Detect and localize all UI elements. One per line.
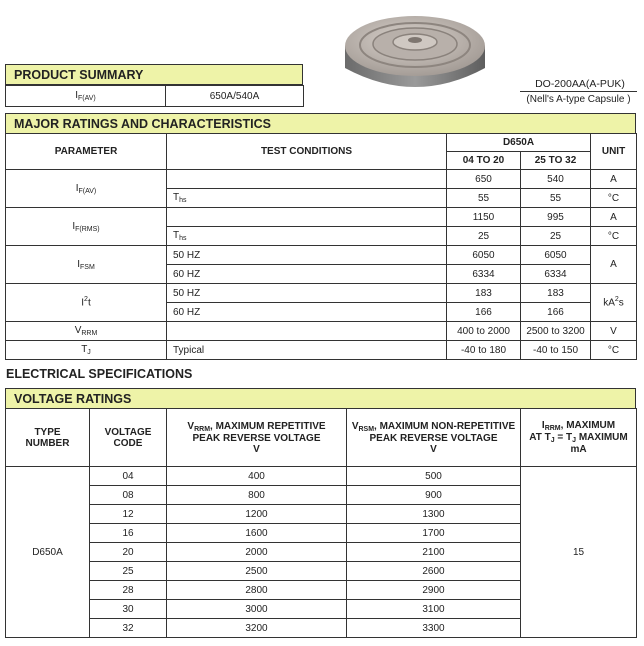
vrsm-cell: 2100 [347, 543, 521, 562]
value: 650 [447, 170, 521, 189]
package-code: DO-200AA(A-PUK) [535, 78, 625, 90]
header-device: D650A [447, 134, 591, 152]
param-ifrms: $I_{F(RMS)}$ [6, 208, 167, 246]
package-divider [520, 91, 637, 92]
vrrm-cell: 2800 [167, 581, 347, 600]
package-name: (Nell's A-type Capsule ) [526, 94, 631, 105]
value: 55 [521, 189, 591, 208]
header-type-number: TYPE NUMBER [6, 409, 90, 467]
product-summary-title: PRODUCT SUMMARY [14, 67, 144, 82]
vrrm-cell: 3000 [167, 600, 347, 619]
code-cell: 30 [90, 600, 167, 619]
vrsm-cell: 1300 [347, 505, 521, 524]
param-ifsm: $I_{FSM}$ [6, 246, 167, 284]
value: -40 to 150 [521, 341, 591, 360]
cond-ifrms-2: $T_{hs}$ [167, 227, 447, 246]
header-vrrm: $V_{RRM}$, MAXIMUM REPETITIVE PEAK REVERSE VOLTAGE V [167, 409, 347, 467]
code-cell: 28 [90, 581, 167, 600]
cond-ifsm-2: 60 HZ [167, 265, 447, 284]
value: 1150 [447, 208, 521, 227]
unit: $kA^2s$ [591, 284, 637, 322]
unit: A [591, 208, 637, 227]
unit: A [591, 170, 637, 189]
cond-tj: Typical [167, 341, 447, 360]
vrsm-cell: 3300 [347, 619, 521, 638]
param-tj: $T_J$ [6, 341, 167, 360]
value: 55 [447, 189, 521, 208]
header-col-a: 04 TO 20 [447, 152, 521, 170]
cond-ifsm-1: 50 HZ [167, 246, 447, 265]
param-ifav: $I_{F(AV)}$ [6, 170, 167, 208]
header-col-b: 25 TO 32 [521, 152, 591, 170]
value: 400 to 2000 [447, 322, 521, 341]
value: 2500 to 3200 [521, 322, 591, 341]
vrrm-cell: 1200 [167, 505, 347, 524]
vrrm-cell: 800 [167, 486, 347, 505]
value: 6334 [447, 265, 521, 284]
value: 6334 [521, 265, 591, 284]
unit: °C [591, 189, 637, 208]
capsule-package-image [340, 2, 490, 102]
value: 166 [447, 303, 521, 322]
type-number-cell: D650A [6, 467, 90, 638]
summary-value: 650A/540A [166, 86, 304, 107]
product-summary-header [5, 64, 303, 85]
vrsm-cell: 2600 [347, 562, 521, 581]
header-parameter: PARAMETER [6, 134, 167, 170]
cond-ifrms-1 [167, 208, 447, 227]
header-irrm: $I_{RRM}$, MAXIMUM AT $T_J = T_J$ MAXIMUM mA [521, 409, 637, 467]
vrrm-cell: 2000 [167, 543, 347, 562]
vrsm-cell: 500 [347, 467, 521, 486]
cond-ifav-2: $T_{hs}$ [167, 189, 447, 208]
code-cell: 08 [90, 486, 167, 505]
cond-ifav-1 [167, 170, 447, 189]
voltage-ratings-header [5, 388, 636, 409]
vrsm-cell: 900 [347, 486, 521, 505]
voltage-ratings-table [5, 408, 637, 638]
code-cell: 32 [90, 619, 167, 638]
value: 25 [521, 227, 591, 246]
code-cell: 16 [90, 524, 167, 543]
value: -40 to 180 [447, 341, 521, 360]
value: 183 [447, 284, 521, 303]
value: 6050 [521, 246, 591, 265]
code-cell: 20 [90, 543, 167, 562]
value: 995 [521, 208, 591, 227]
header-voltage-code: VOLTAGE CODE [90, 409, 167, 467]
major-ratings-title: MAJOR RATINGS AND CHARACTERISTICS [14, 116, 271, 131]
value: 183 [521, 284, 591, 303]
cond-vrrm [167, 322, 447, 341]
irrm-value-cell: 15 [521, 467, 637, 638]
value: 166 [521, 303, 591, 322]
major-ratings-table [5, 133, 637, 360]
electrical-specifications-title: ELECTRICAL SPECIFICATIONS [6, 367, 193, 381]
vrsm-cell: 1700 [347, 524, 521, 543]
value: 6050 [447, 246, 521, 265]
unit: °C [591, 341, 637, 360]
header-test-conditions: TEST CONDITIONS [167, 134, 447, 170]
vrrm-cell: 1600 [167, 524, 347, 543]
param-vrrm: $V_{RRM}$ [6, 322, 167, 341]
unit: A [591, 246, 637, 284]
summary-param: $I_{F(AV)}$ [6, 86, 166, 107]
vrrm-cell: 2500 [167, 562, 347, 581]
cond-i2t-1: 50 HZ [167, 284, 447, 303]
cond-i2t-2: 60 HZ [167, 303, 447, 322]
unit: °C [591, 227, 637, 246]
vrrm-cell: 400 [167, 467, 347, 486]
product-summary-table [5, 85, 304, 107]
voltage-ratings-title: VOLTAGE RATINGS [14, 391, 132, 406]
param-i2t: $I^2t$ [6, 284, 167, 322]
code-cell: 04 [90, 467, 167, 486]
vrsm-cell: 3100 [347, 600, 521, 619]
vrrm-cell: 3200 [167, 619, 347, 638]
header-vrsm: $V_{RSM}$, MAXIMUM NON-REPETITIVE PEAK REVERSE VOLTAGE V [347, 409, 521, 467]
table-row [6, 467, 637, 486]
header-unit: UNIT [591, 134, 637, 170]
value: 540 [521, 170, 591, 189]
value: 25 [447, 227, 521, 246]
unit: V [591, 322, 637, 341]
code-cell: 25 [90, 562, 167, 581]
major-ratings-header [5, 113, 636, 134]
code-cell: 12 [90, 505, 167, 524]
vrsm-cell: 2900 [347, 581, 521, 600]
